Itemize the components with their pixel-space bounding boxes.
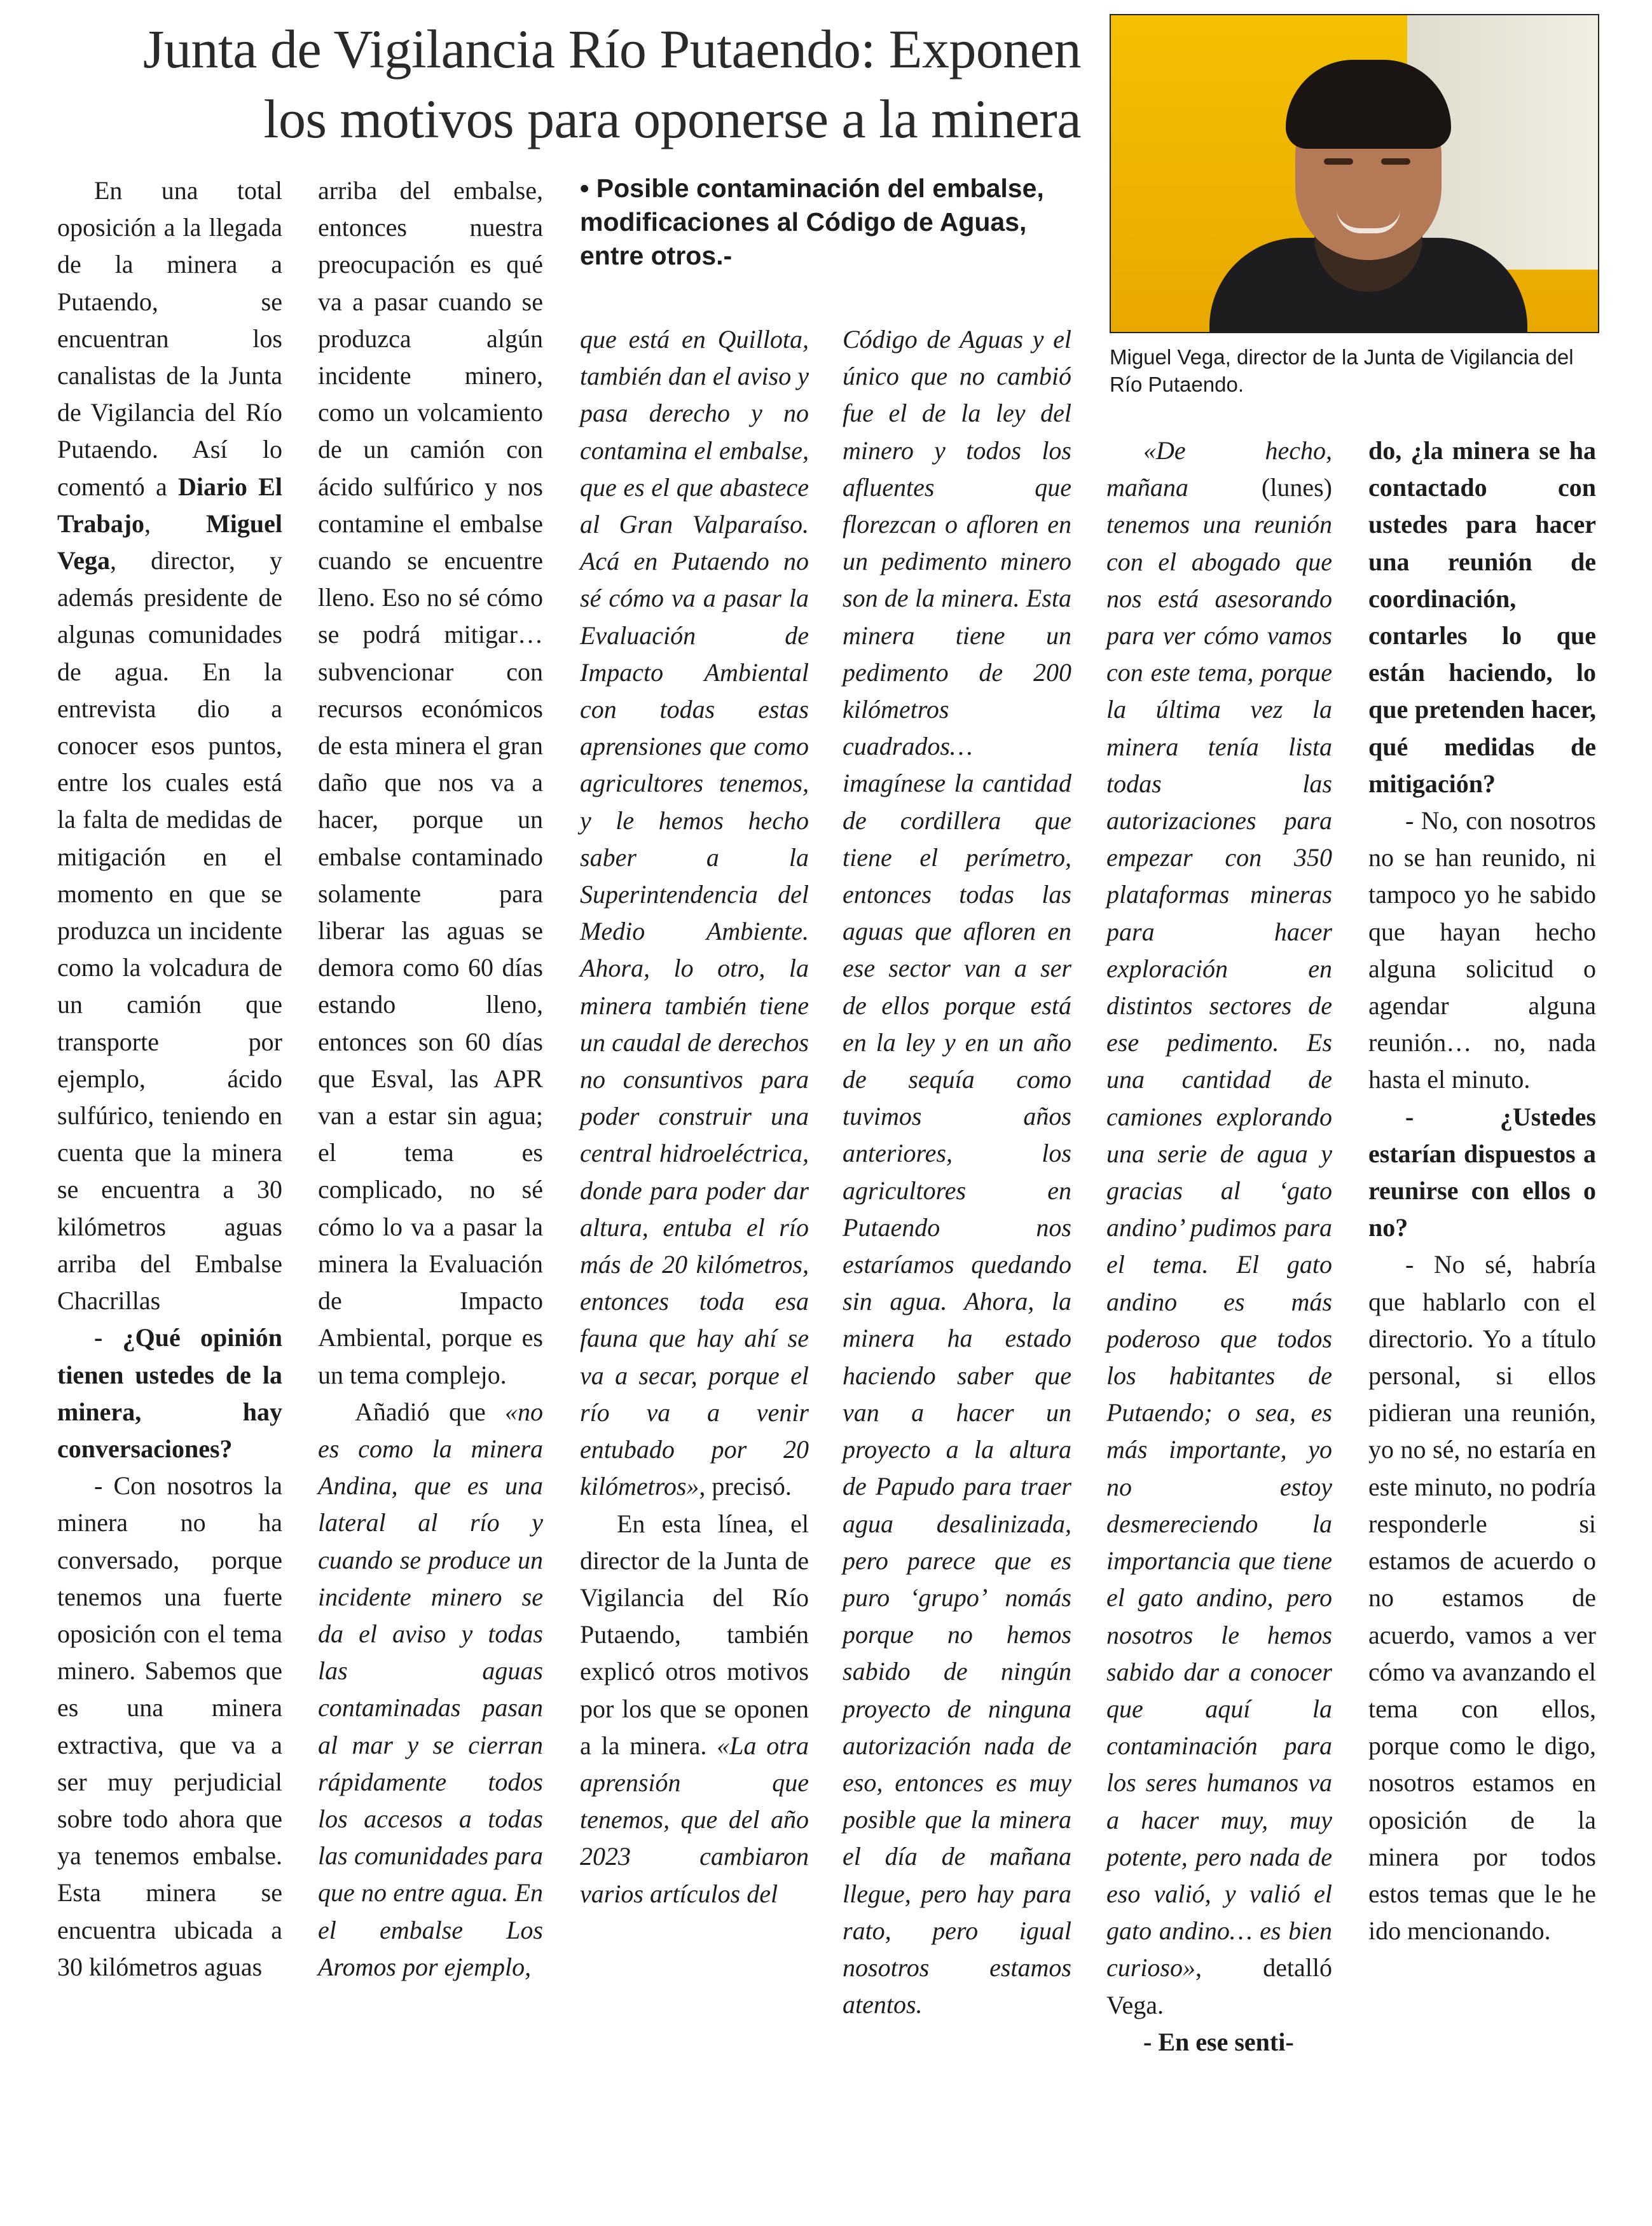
interview-question: - En ese senti-	[1143, 2027, 1294, 2056]
body-paragraph: En una total oposición a la llegada de la minera a Putaendo, se encuentran los canalistas de la Junta de Vigilancia del Río Putaendo. Así lo comentó a Diario El Trabajo, Miguel Vega, director, y además presidente de algunas comunidades de agua. En la entrevista dio a conocer esos puntos, entre los cuales está la falta de medidas de mitigación en el momento en que se produzca un incidente como la volcadura de un camión que transporte por ejemplo, ácido sulfúrico, teniendo en cuenta que la minera se encuentra a 30 kilómetros aguas arriba del Embalse Chacrillas	[57, 176, 282, 1316]
photo-caption: Miguel Vega, director de la Junta de Vigilancia del Río Putaendo.	[1110, 345, 1574, 396]
interview-question: - ¿Qué opinión tienen ustedes de la minera, hay conversaciones?	[57, 1323, 282, 1463]
headline-line-1: Junta de Vigilancia Río Putaendo: Exponen	[142, 18, 1081, 79]
article-column-4	[843, 321, 1071, 2023]
quote-text: «La otra aprensión que tenemos, que del año 2023 cambiaron varios artículos del	[580, 1731, 809, 1908]
body-paragraph: Añadió que «no es como la minera Andina, que es una lateral al río y cuando se produce un incidente minero se da el aviso y todas las aguas contaminadas pasan al mar y se cierran rápidamente todos los accesos a todas las comunidades para que no entre agua. En el embalse Los Aromos por ejemplo,	[318, 1397, 543, 1981]
article-column-1	[57, 172, 282, 1986]
interview-answer: - Con nosotros la minera no ha conversado, porque tenemos una fuerte oposición con el tema minero. Sabemos que es una minera extractiva, que va a ser muy perjudicial sobre todo ahora que ya tenemos embalse. Esta minera se encuentra ubicada a 30 kilómetros aguas	[57, 1471, 282, 1981]
source-name: Diario El Trabajo	[57, 472, 282, 538]
article-column-6	[1368, 432, 1596, 1949]
body-paragraph: En esta línea, el director de la Junta de Vigilancia del Río Putaendo, también explicó otros motivos por los que se oponen a la minera. «La otra aprensión que tenemos, que del año 2023 cambiaron varios artículos del	[580, 1509, 809, 1908]
quote-text: Código de Aguas y el único que no cambió fue el de la ley del minero y todos los afluentes que florezcan o afloren en un pedimento minero son de la minera. Esta minera tiene un pedimento de 200 kilómetros cuadrados… imagínese la cantidad de cordillera que tiene el perímetro, entonces todas las aguas que afloren en ese sector van a ser de ellos porque está en la ley y en un año de sequía como tuvimos años anteriores, los agricultores en Putaendo nos estaríamos quedando sin agua. Ahora, la minera ha estado haciendo saber que van a hacer un proyecto a la altura de Papudo para traer agua desalinizada, pero parece que es puro ‘grupo’ nomás porque no hemos sabido de ningún proyecto de ninguna autorización nada de eso, entonces es muy posible que la minera el día de mañana llegue, pero hay para rato, pero igual nosotros estamos atentos.	[843, 325, 1071, 2019]
article-column-5	[1106, 432, 1332, 2061]
body-paragraph: «De hecho, mañana (lunes) tenemos una reunión con el abogado que nos está asesorando para ver cómo vamos con este tema, porque la última vez la minera tenía lista todas las autorizaciones para empezar con 350 plataformas mineras para hacer exploración en distintos sectores de ese pedimento. Es una cantidad de camiones explorando una serie de agua y gracias al ‘gato andino’ pudimos para el tema. El gato andino es más poderoso que todos los habitantes de Putaendo; o sea, es más importante, yo no estoy desmereciendo la importancia que tiene el gato andino, pero nosotros le hemos sabido dar a conocer que aquí la contaminación para los seres humanos va a hacer muy, muy potente, pero nada de eso valió, y valió el gato andino… es bien curioso», detalló Vega.	[1106, 436, 1332, 2019]
body-paragraph: arriba del embalse, entonces nuestra preocupación es qué va a pasar cuando se produzca algún incidente minero, como un volcamiento de un camión con ácido sulfúrico y nos contamine el embalse cuando se encuentre lleno. Eso no sé cómo se podrá mitigar… subvencionar con recursos económicos de esta minera el gran daño que nos va a hacer, porque un embalse contaminado solamente para liberar las aguas se demora como 60 días estando lleno, entonces son 60 días que Esval, las APR van a estar sin agua; el tema es complicado, no sé cómo lo va a pasar la minera la Evaluación de Impacto Ambiental, porque es un tema complejo.	[318, 176, 543, 1389]
quote-text: «no es como la minera Andina, que es una lateral al río y cuando se produce un incidente minero se da el aviso y todas las aguas contaminadas pasan al mar y se cierran rápidamente todos los accesos a todas las comunidades para que no entre agua. En el embalse Los Aromos por ejemplo,	[318, 1397, 543, 1981]
interview-question: do, ¿la minera se ha contactado con ustedes para hacer una reunión de coordinación, contarles lo que están haciendo, lo que pretenden hacer, qué medidas de mitigación?	[1368, 436, 1596, 798]
interviewee-name: Miguel Vega	[57, 509, 282, 575]
body-paragraph: que está en Quillota, también dan el aviso y pasa derecho y no contamina el embalse, que es el que abastece al Gran Valparaíso. Acá en Putaendo no sé cómo va a pasar la Evaluación de Impacto Ambiental con todas estas aprensiones que como agricultores tenemos, y le hemos hecho saber a la Superintendencia del Medio Ambiente. Ahora, lo otro, la minera también tiene un caudal de derechos no consuntivos para poder construir una central hidroeléctrica, donde para poder dar altura, entuba el río más de 20 kilómetros, entonces toda esa fauna que hay ahí se va a secar, porque el río va a venir entubado por 20 kilómetros», precisó.	[580, 325, 809, 1501]
lede: • Posible contaminación del embalse, modificaciones al Código de Aguas, entre otros.-	[580, 174, 1044, 270]
headline	[57, 14, 1081, 154]
article-column-2	[318, 172, 543, 1986]
headline-line-2: los motivos para oponerse a la minera	[263, 88, 1081, 149]
interview-question: - ¿Ustedes estarían dispuestos a reunirse con ellos o no?	[1368, 1102, 1596, 1242]
portrait-photo	[1110, 14, 1599, 333]
interview-answer: - No sé, habría que hablarlo con el directorio. Yo a título personal, si ellos pidieran una reunión, yo no sé, no estaría en este minuto, no podría responderle si estamos de acuerdo o no estamos de acuerdo, vamos a ver cómo va avanzando el tema con ellos, porque como le digo, nosotros estamos en oposición de la minera por todos estos temas que le he ido mencionando.	[1368, 1250, 1596, 1946]
quote-text: que está en Quillota, también dan el aviso y pasa derecho y no contamina el embalse, que es el que abastece al Gran Valparaíso. Acá en Putaendo no sé cómo va a pasar la Evaluación de Impacto Ambiental con todas estas aprensiones que como agricultores tenemos, y le hemos hecho saber a la Superintendencia del Medio Ambiente. Ahora, lo otro, la minera también tiene un caudal de derechos no consuntivos para poder construir una central hidroeléctrica, donde para poder dar altura, entuba el río más de 20 kilómetros, entonces toda esa fauna que hay ahí se va a secar, porque el río va a venir entubado por 20 kilómetros»	[580, 325, 809, 1501]
article-column-3	[580, 321, 809, 1913]
interview-answer: - No, con nosotros no se han reunido, ni tampoco yo he sabido que hayan hecho alguna solicitud o agendar alguna reunión… no, nada hasta el minuto.	[1368, 806, 1596, 1094]
